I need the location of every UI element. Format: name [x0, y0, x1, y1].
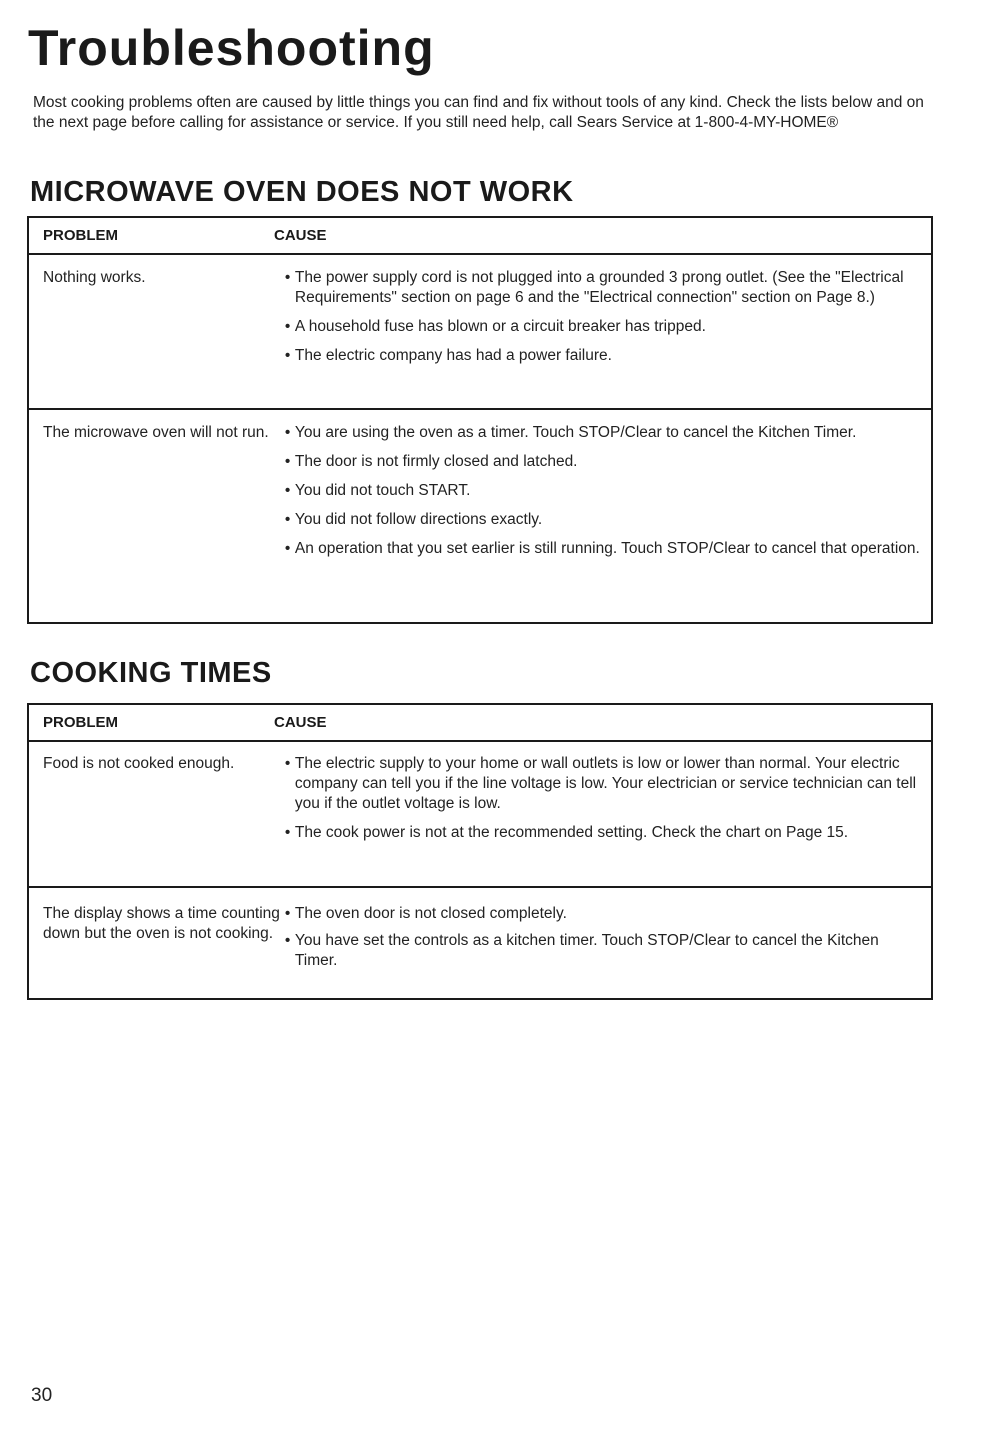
cause-text: You are using the oven as a timer. Touch STOP/Clear to cancel the Kitchen Timer. [294, 424, 857, 441]
bullet-icon: • [284, 453, 291, 470]
problem-cell: The microwave oven will not run. [43, 424, 269, 441]
problem-cell: Nothing works. [43, 269, 146, 286]
cause-item [285, 346, 925, 366]
cause-item [285, 317, 925, 337]
cause-item [285, 481, 925, 501]
bullet-icon: • [284, 540, 291, 557]
problem-cell: Food is not cooked enough. [43, 755, 235, 772]
cause-text: You did not follow directions exactly. [294, 511, 543, 528]
bullet-icon: • [284, 269, 291, 286]
bullet-icon: • [284, 932, 291, 949]
intro-paragraph: Most cooking problems often are caused by little things you can find and fix without tools of any kind. Check the lists below and on the next page before calling for assistance or service. If you still need help, call Sears Service at 1-800-4-MY-HOME® [33, 94, 924, 131]
cause-text: The power supply cord is not plugged into a grounded 3 prong outlet. (See the "Electrical Requirements" section on page 6 and the "Electrical connection" section on Page 8.) [294, 269, 904, 306]
cause-cell [285, 754, 931, 886]
cause-text: The oven door is not closed completely. [294, 905, 567, 922]
column-header-cause: CAUSE [274, 227, 327, 244]
column-header-cause: CAUSE [274, 714, 327, 731]
table-row [29, 742, 931, 888]
cause-item [285, 823, 925, 843]
bullet-icon: • [284, 905, 291, 922]
table-header [29, 705, 931, 742]
cause-text: The door is not firmly closed and latched. [294, 453, 578, 470]
cause-text: You did not touch START. [294, 482, 471, 499]
cause-item [285, 904, 925, 924]
cause-text: The cook power is not at the recommended setting. Check the chart on Page 15. [294, 824, 849, 841]
section-title-microwave-oven-does-not-work: MICROWAVE OVEN DOES NOT WORK [30, 176, 574, 208]
table-row [29, 888, 931, 971]
cause-text: An operation that you set earlier is still running. Touch STOP/Clear to cancel that operation. [294, 540, 920, 557]
cause-text: The electric supply to your home or wall outlets is low or lower than normal. Your electric company can tell you if the line voltage is low. Your electrician or service technician can tell you if the outlet voltage is low. [294, 755, 917, 812]
table-row [29, 410, 931, 559]
bullet-icon: • [284, 755, 291, 772]
column-header-problem: PROBLEM [43, 714, 118, 731]
page-number: 30 [31, 1385, 53, 1406]
table-header [29, 218, 931, 255]
bullet-icon: • [284, 824, 291, 841]
cause-item [285, 452, 925, 472]
cause-item [285, 539, 925, 559]
table-row [29, 255, 931, 410]
cause-item [285, 423, 925, 443]
cause-cell [285, 423, 931, 559]
cause-cell [285, 268, 931, 408]
cause-item [285, 754, 925, 814]
cause-text: A household fuse has blown or a circuit breaker has tripped. [294, 318, 706, 335]
section-title-cooking-times: COOKING TIMES [30, 657, 272, 689]
bullet-icon: • [284, 318, 291, 335]
troubleshooting-table-oven-not-work [27, 216, 933, 624]
cause-item [285, 931, 925, 971]
cause-item [285, 510, 925, 530]
cause-text: You have set the controls as a kitchen timer. Touch STOP/Clear to cancel the Kitchen Timer. [294, 932, 879, 969]
cause-text: The electric company has had a power failure. [294, 347, 612, 364]
column-header-problem: PROBLEM [43, 227, 118, 244]
bullet-icon: • [284, 511, 291, 528]
problem-cell: The display shows a time counting down but the oven is not cooking. [43, 905, 280, 942]
cause-item [285, 268, 925, 308]
bullet-icon: • [284, 347, 291, 364]
bullet-icon: • [284, 424, 291, 441]
page-title: Troubleshooting [28, 20, 435, 76]
cause-cell [285, 904, 931, 971]
bullet-icon: • [284, 482, 291, 499]
troubleshooting-table-cooking-times [27, 703, 933, 1000]
